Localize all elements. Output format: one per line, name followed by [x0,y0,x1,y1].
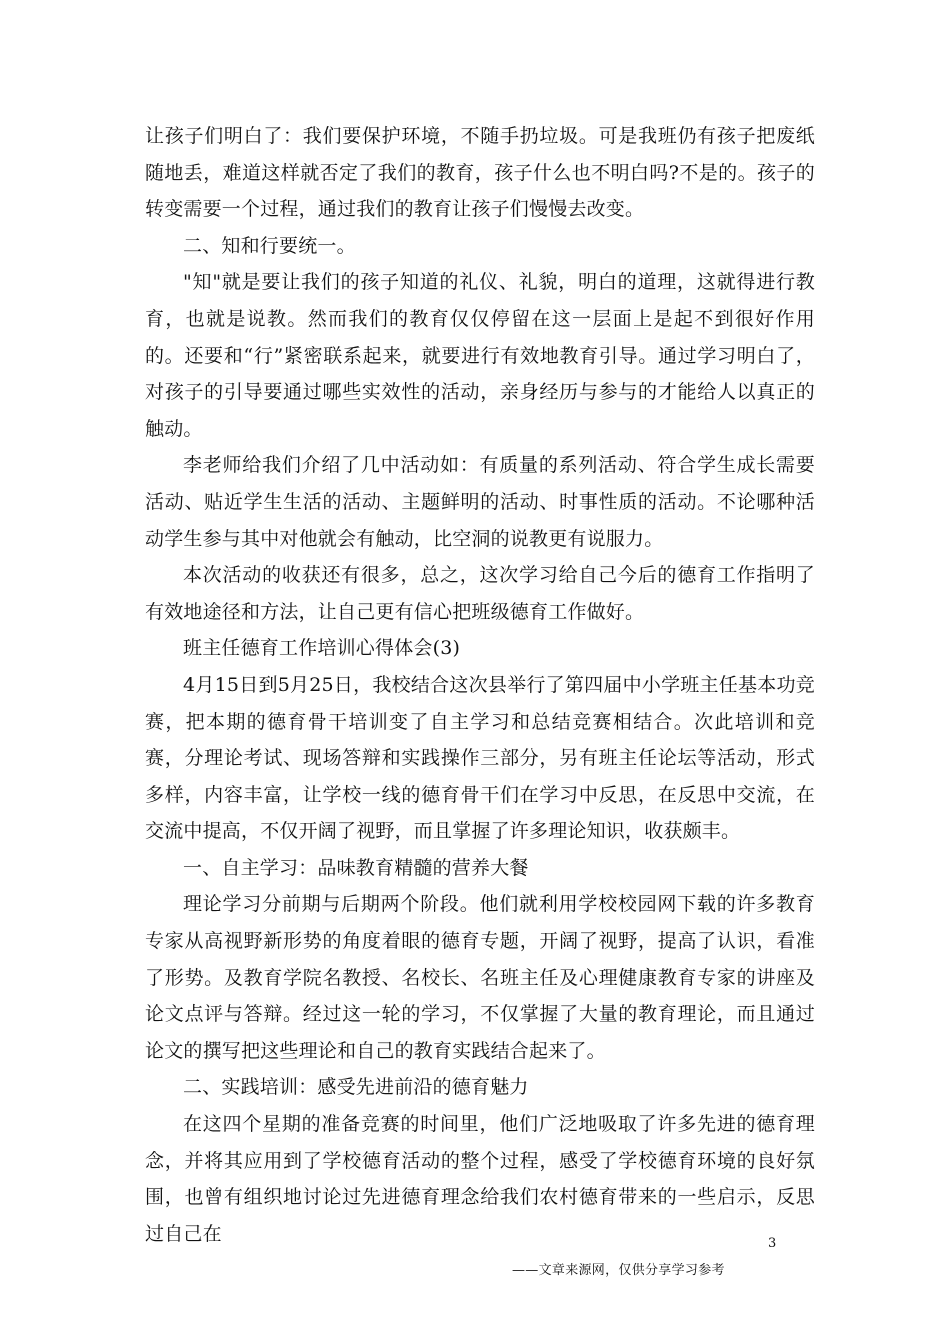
document-body [145,118,815,1252]
page-number: 3 [768,1236,777,1251]
section-heading-practice-training: 二、实践培训：感受先进前沿的德育魅力 [183,1076,529,1099]
paragraph-5: 本次活动的收获还有很多，总之，这次学习给自己今后的德育工作指明了有效地途径和方法，让自己更有信心把班级德育工作做好。 [145,564,815,623]
section-heading-self-study: 一、自主学习：品味教育精髓的营养大餐 [183,856,529,879]
paragraph-11: 在这四个星期的准备竞赛的时间里，他们广泛地吸取了许多先进的德育理念，并将其应用到了学校德育活动的整个过程，感受了学校德育环境的良好氛围，也曾有组织地讨论过先进德育理念给我们农村德育带来的一些启示，反思过自己在 [145,1113,815,1245]
section-heading-knowing-and-doing: 二、知和行要统一。 [183,234,356,257]
paragraph-9: 理论学习分前期与后期两个阶段。他们就利用学校校园网下载的许多教育专家从高视野新形势的角度着眼的德育专题，开阔了视野，提高了认识，看准了形势。及教育学院名教授、名校长、名班主任及心理健康教育专家的讲座及论文点评与答辩。经过这一轮的学习，不仅掌握了大量的教育理论，而且通过论文的撰写把这些理论和自己的教育实践结合起来了。 [145,893,815,1062]
footer-source-note: ——文章来源网，仅供分享学习参考 [512,1263,725,1278]
paragraph-1: 让孩子们明白了：我们要保护环境，不随手扔垃圾。可是我班仍有孩子把废纸随地丢，难道这样就否定了我们的教育，孩子什么也不明白吗?不是的。孩子的转变需要一个过程，通过我们的教育让孩子们慢慢去改变。 [145,125,815,221]
paragraph-3: "知"就是要让我们的孩子知道的礼仪、礼貌，明白的道理，这就得进行教育，也就是说教。然而我们的教育仅仅停留在这一层面上是起不到很好作用的。还要和“行”紧密联系起来，就要进行有效地教育引导。通过学习明白了，对孩子的引导要通过哪些实效性的活动，亲身经历与参与的才能给人以真正的触动。 [145,271,815,440]
paragraph-7: 4月15日到5月25日，我校结合这次县举行了第四届中小学班主任基本功竞赛，把本期的德育骨干培训变了自主学习和总结竞赛相结合。次此培训和竞赛，分理论考试、现场答辩和实践操作三部分，另有班主任论坛等活动，形式多样，内容丰富，让学校一线的德育骨干们在学习中反思，在反思中交流，在交流中提高，不仅开阔了视野，而且掌握了许多理论知识，收获颇丰。 [145,673,815,843]
paragraph-4: 李老师给我们介绍了几中活动如：有质量的系列活动、符合学生成长需要活动、贴近学生生活的活动、主题鲜明的活动、时事性质的活动。不论哪种活动学生参与其中对他就会有触动，比空洞的说教更有说服力。 [145,454,815,550]
article-title-3: 班主任德育工作培训心得体会(3) [183,637,461,660]
